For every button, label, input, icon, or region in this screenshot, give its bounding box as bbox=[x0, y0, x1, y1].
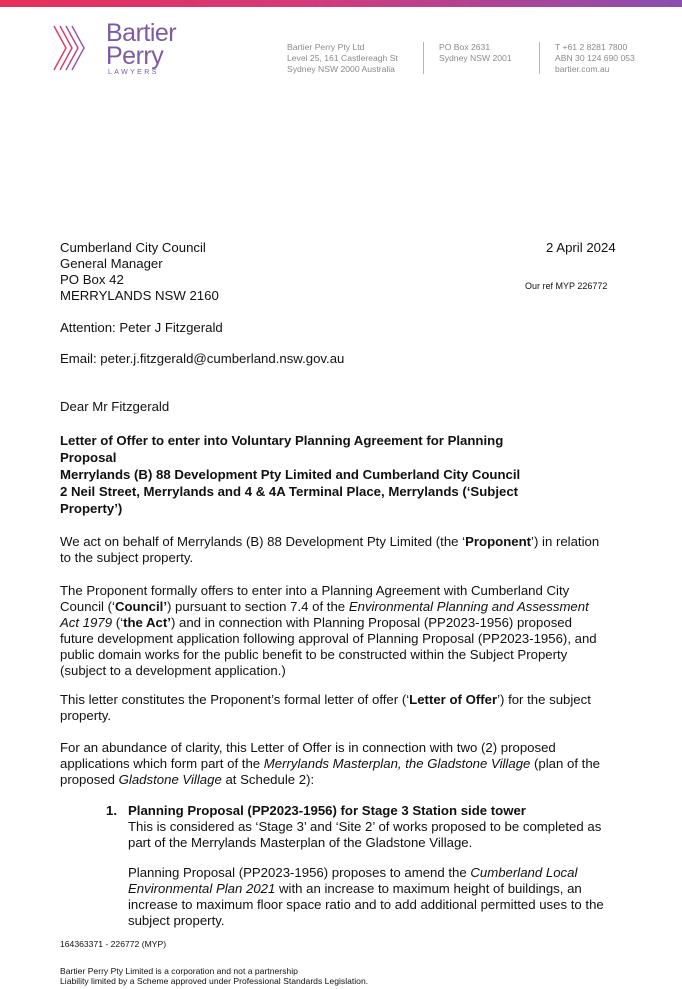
recipient-line: PO Box 42 bbox=[60, 272, 124, 287]
address-line: Bartier Perry Pty Ltd bbox=[287, 42, 365, 52]
subject-heading bbox=[60, 432, 520, 517]
letter-date: 2 April 2024 bbox=[546, 240, 616, 255]
list-item-heading: Planning Proposal (PP2023-1956) for Stage 3 Station side tower bbox=[128, 803, 526, 818]
subject-line: Letter of Offer to enter into Voluntary Planning Agreement for Planning bbox=[60, 433, 504, 448]
salutation: Dear Mr Fitzgerald bbox=[60, 399, 170, 414]
firm-logo bbox=[52, 19, 192, 78]
address-line: Sydney NSW 2000 Australia bbox=[287, 64, 395, 74]
email-line: Email: peter.j.fitzgerald@cumberland.nsw.gov.au bbox=[60, 351, 345, 366]
subject-line: Proposal bbox=[60, 450, 117, 465]
header-divider bbox=[423, 42, 424, 74]
po-box-line: Sydney NSW 2001 bbox=[439, 53, 512, 63]
footer-line: Liability limited by a Scheme approved under Professional Standards Legislation. bbox=[60, 975, 369, 986]
recipient-line: Cumberland City Council bbox=[60, 240, 206, 255]
page-footer bbox=[60, 967, 368, 986]
firm-po-box bbox=[439, 42, 512, 64]
subject-line: Property’) bbox=[60, 501, 123, 516]
website: bartier.com.au bbox=[555, 64, 610, 74]
list-item-1-paragraph: Planning Proposal (PP2023-1956) proposes to amend the Cumberland Local Environmental Plan 2021 with an increase to maximum height of buildings, an increase to maximum floor space ratio and to add additional permitted uses to the subject property. bbox=[128, 865, 604, 928]
abn: ABN 30 124 690 053 bbox=[555, 53, 635, 63]
recipient-block bbox=[60, 240, 219, 304]
list-item-number: 1. bbox=[106, 803, 117, 818]
logo-name-line1: Bartier bbox=[106, 19, 177, 47]
paragraph-1: We act on behalf of Merrylands (B) 88 Development Pty Limited (the ‘Proponent’) in relation to the subject property. bbox=[60, 534, 600, 565]
brand-color-bar bbox=[0, 0, 682, 7]
logo-tagline: LAWYERS bbox=[108, 69, 159, 76]
subject-line: 2 Neil Street, Merrylands and 4 & 4A Terminal Place, Merrylands (‘Subject bbox=[60, 484, 519, 499]
phone-number: T +61 2 8281 7800 bbox=[555, 42, 628, 52]
recipient-line: MERRYLANDS NSW 2160 bbox=[60, 288, 219, 303]
firm-contact bbox=[555, 42, 635, 75]
po-box-line: PO Box 2631 bbox=[439, 42, 491, 52]
chevron-logo-icon bbox=[52, 24, 98, 72]
recipient-line: General Manager bbox=[60, 256, 163, 271]
firm-address bbox=[287, 42, 398, 75]
footer-line: Bartier Perry Pty Limited is a corporation and not a partnership bbox=[60, 966, 298, 976]
document-id: 164363371 - 226772 (MYP) bbox=[60, 939, 167, 949]
address-line: Level 25, 161 Castlereagh St bbox=[287, 53, 398, 63]
subject-line: Merrylands (B) 88 Development Pty Limited and Cumberland City Council bbox=[60, 467, 521, 482]
paragraph-4: For an abundance of clarity, this Letter of Offer is in connection with two (2) proposed applications which form part of the Merrylands Masterplan, the Gladstone Village (plan of the proposed Gladstone Village at Schedule 2): bbox=[60, 740, 601, 787]
list-item-1: Planning Proposal (PP2023-1956) for Stage 3 Station side tower This is considered as ‘Stage 3’ and ‘Site 2’ of works proposed to be completed as part of the Merrylands Masterplan of the Gladstone Village. bbox=[128, 803, 602, 850]
our-reference: Our ref MYP 226772 bbox=[525, 281, 608, 291]
paragraph-2: The Proponent formally offers to enter into a Planning Agreement with Cumberland City Council (‘Council’) pursuant to section 7.4 of the Environmental Planning and Assessment Act 1979 (‘the Act’) and in connection with Planning Proposal (PP2023-1956) proposed future development application following approval of Planning Proposal (PP2023-1956), and public domain works for the public benefit to be constructed within the Subject Property (subject to a development application.) bbox=[60, 583, 597, 678]
paragraph-3: This letter constitutes the Proponent’s formal letter of offer (‘Letter of Offer’) for the subject property. bbox=[60, 692, 591, 723]
header-divider bbox=[539, 42, 540, 74]
attention-line: Attention: Peter J Fitzgerald bbox=[60, 320, 223, 335]
logo-name-line2: Perry bbox=[106, 42, 164, 70]
